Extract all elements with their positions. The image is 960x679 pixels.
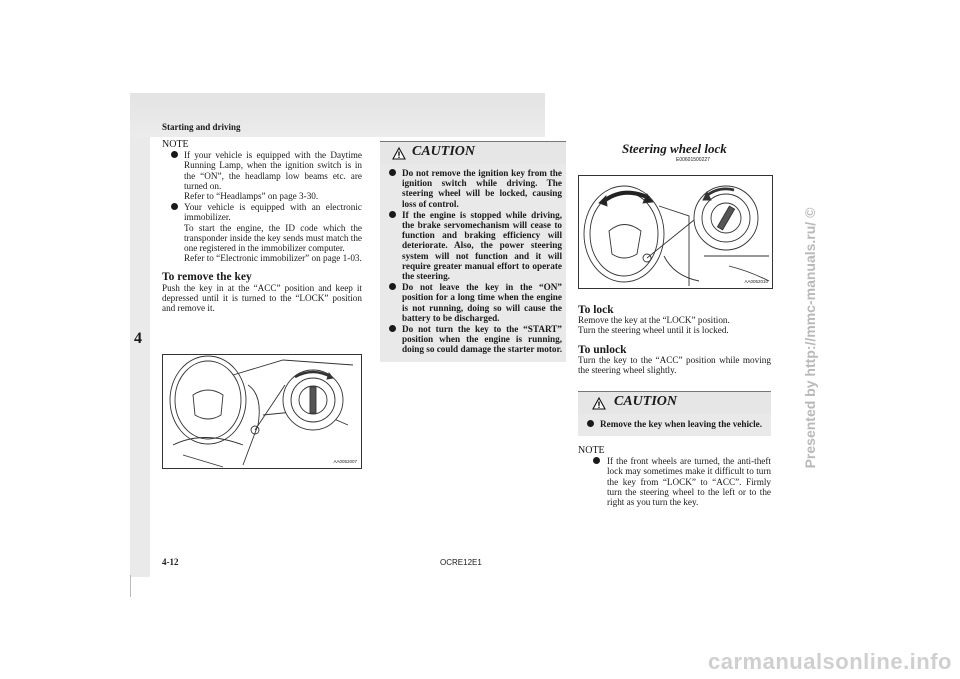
warning-triangle-icon xyxy=(392,147,406,160)
note-item: Your vehicle is equipped with an electronic immobilizer. To start the engine, the ID code which the transponder inside the key sends must match the one registered in the immobilizer computer. Refer to “Electronic immobilizer” on page 1-03. xyxy=(162,202,362,263)
caution-header xyxy=(380,142,566,164)
note-item: If your vehicle is equipped with the Daytime Running Lamp, when the ignition switch is in the “ON”, the headlamp low beams etc. are turned on. Refer to “Headlamps” on page 3-30. xyxy=(162,150,362,201)
caution-item: Do not turn the key to the “START” position when the engine is running, doing so could damage the starter motor. xyxy=(380,324,562,355)
header-title: Starting and driving xyxy=(162,122,241,132)
unlock-text: Turn the key to the “ACC” position while moving the steering wheel slightly. xyxy=(578,354,771,376)
right-column xyxy=(578,305,771,375)
caution-title: CAUTION xyxy=(614,394,678,409)
caution-item: Remove the key when leaving the vehicle. xyxy=(578,419,767,429)
bullet-icon xyxy=(593,457,600,464)
figure-code: AA0052010 xyxy=(744,279,768,284)
caution-header xyxy=(578,392,771,414)
caution-body xyxy=(578,414,771,436)
caution-item: Do not remove the ignition key from the ignition switch while driving. The steering wheel will be locked, causing loss of control. xyxy=(380,168,562,209)
right-note xyxy=(578,446,771,508)
note-label: NOTE xyxy=(162,139,189,150)
ignition-illustration xyxy=(163,355,361,468)
lock-line: Remove the key at the “LOCK” position. xyxy=(578,315,730,326)
vertical-watermark: Presented by http://mmc-manuals.ru/ © xyxy=(802,207,818,469)
bullet-icon xyxy=(389,211,396,218)
chapter-number: 4 xyxy=(134,330,142,347)
bullet-icon xyxy=(171,151,178,158)
caution-item: If the engine is stopped while driving, the brake servomechanism will cease to function and braking efficiency will deteriorate. Also, the power steering system will not function and it will require greater manual effort to operate the steering. xyxy=(380,210,562,281)
note-label: NOTE xyxy=(578,445,605,456)
note-item: If the front wheels are turned, the anti-theft lock may sometimes make it difficult to turn the key from “LOCK” to “ACC”. Firmly turn the steering wheel to the left or to the right as you turn the key. xyxy=(578,456,771,507)
bullet-icon xyxy=(389,169,396,176)
caution-box-2 xyxy=(578,391,771,436)
caution-body xyxy=(380,164,566,362)
lock-line: Turn the steering wheel until it is locked. xyxy=(578,325,729,336)
bullet-icon xyxy=(587,420,594,427)
bullet-icon xyxy=(171,203,178,210)
remove-key-text: Push the key in at the “ACC” position and keep it depressed until it is turned to the “LOCK” position and remove it. xyxy=(162,282,362,314)
crop-mark xyxy=(130,575,131,597)
lock-heading: To lock xyxy=(578,304,614,316)
steering-lock-figure xyxy=(578,175,773,289)
ignition-figure xyxy=(162,354,362,469)
remove-key-heading: To remove the key xyxy=(162,271,252,284)
caution-item: Do not leave the key in the “ON” position for a long time when the engine is not running, doing so will cause the battery to be discharged. xyxy=(380,282,562,323)
caution-title: CAUTION xyxy=(412,144,476,159)
page-number: 4-12 xyxy=(162,557,179,567)
bullet-icon xyxy=(389,283,396,290)
section-code: E00601500227 xyxy=(676,157,710,163)
figure-code: AA0052007 xyxy=(333,459,357,464)
chapter-tab xyxy=(130,137,150,577)
bullet-icon xyxy=(389,325,396,332)
unlock-heading: To unlock xyxy=(578,343,627,356)
site-watermark: carmanualsonline.info xyxy=(708,649,952,674)
warning-triangle-icon xyxy=(592,397,606,410)
section-title: Steering wheel lock xyxy=(622,141,727,156)
left-column xyxy=(162,140,362,313)
steering-lock-illustration xyxy=(579,176,772,288)
document-code: OCRE12E1 xyxy=(440,558,482,567)
caution-box xyxy=(380,141,566,362)
